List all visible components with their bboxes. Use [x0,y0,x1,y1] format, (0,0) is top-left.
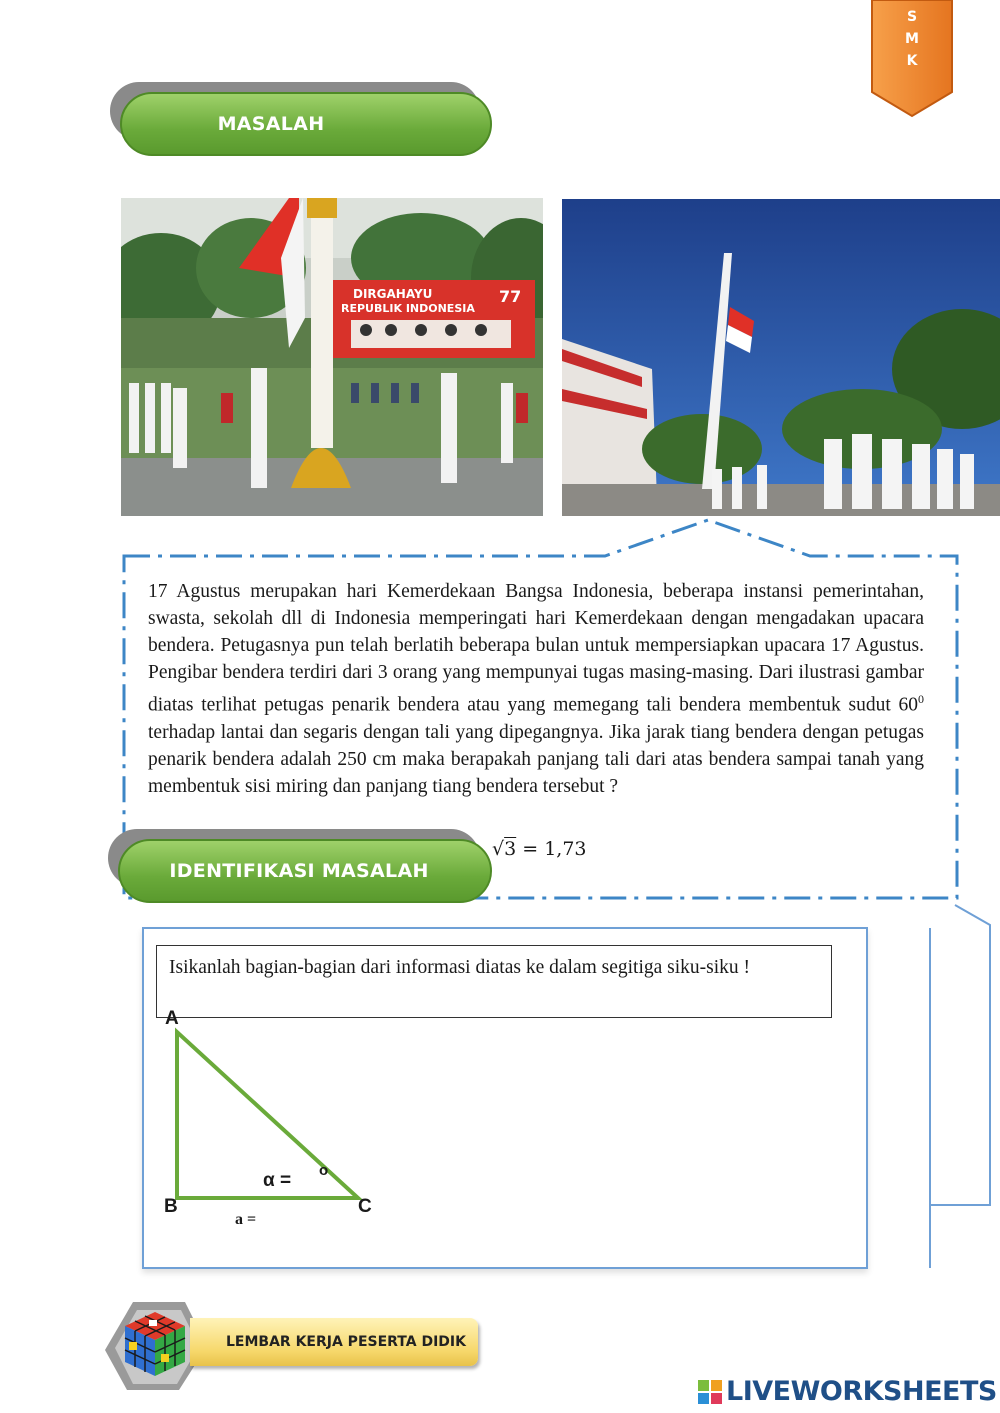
problem-statement [148,578,924,800]
sqrt-symbol: √3 [492,838,517,860]
vertex-label-a: A [165,1008,179,1029]
vertex-label-c: C [358,1196,372,1217]
banner-line2: REPUBLIK INDONESIA [341,302,475,315]
ribbon-letter: S [906,9,918,25]
problem-angle: 60 [898,694,918,716]
side-a-label: a = [235,1211,257,1228]
problem-degree: 0 [918,692,924,706]
footer-banner-label: LEMBAR KERJA PESERTA DIDIK [226,1334,466,1350]
sqrt-value: = 1,73 [516,838,587,860]
problem-text-part1: 17 Agustus merupakan hari Kemerdekaan Bangsa Indonesia, beberapa instansi pemerintahan, swasta, sekolah dll di Indonesia memperingati hari Kemerdekaan dengan mengadakan upacara bendera. Petugasnya pun telah berlatih beberapa bulan untuk mempersiapkan upacara 17 Agustus. Pengibar bendera terdiri dari 3 orang yang mempunyai tugas masing-masing. Dari ilustrasi gambar diatas terlihat petugas penarik bendera atau yang memegang tali bendera membentuk sudut [148,581,924,716]
vertex-label-b: B [164,1196,178,1217]
degree-symbol: o [319,1162,329,1179]
side-a-answer-input[interactable] [262,1210,336,1232]
ribbon-letter: M [905,31,919,47]
alpha-answer-input[interactable] [298,1170,320,1194]
banner-number: 77 [499,287,522,306]
banner-line1: DIRGAHAYU [353,287,433,301]
problem-text-part2: terhadap lantai dan segaris dengan tali yang dipegangnya. Jika jarak tiang bendera dengan petugas penarik bendera adalah 250 cm maka berapakah panjang tali dari atas bendera sampai tanah yang membentuk sisi miring dan panjang tiang bendera tersebut ? [148,721,924,797]
sqrt-radicand: 3 [504,838,517,860]
instruction-box [156,945,832,1018]
instruction-text: Isikanlah bagian-bagian dari informasi diatas ke dalam segitiga siku-siku ! [169,957,751,978]
identifikasi-header [118,839,492,903]
masalah-header-label: MASALAH [217,113,325,135]
identifikasi-header-label: IDENTIFIKASI MASALAH [169,860,429,882]
footer-banner [190,1318,478,1366]
sqrt-note [492,838,587,860]
brand-name: LIVEWORKSHEETS [726,1376,997,1407]
brand-logo-icon [698,1380,722,1404]
liveworksheets-brand[interactable] [698,1376,997,1407]
alpha-label: α = [263,1170,292,1191]
ribbon-letter: K [906,53,918,69]
